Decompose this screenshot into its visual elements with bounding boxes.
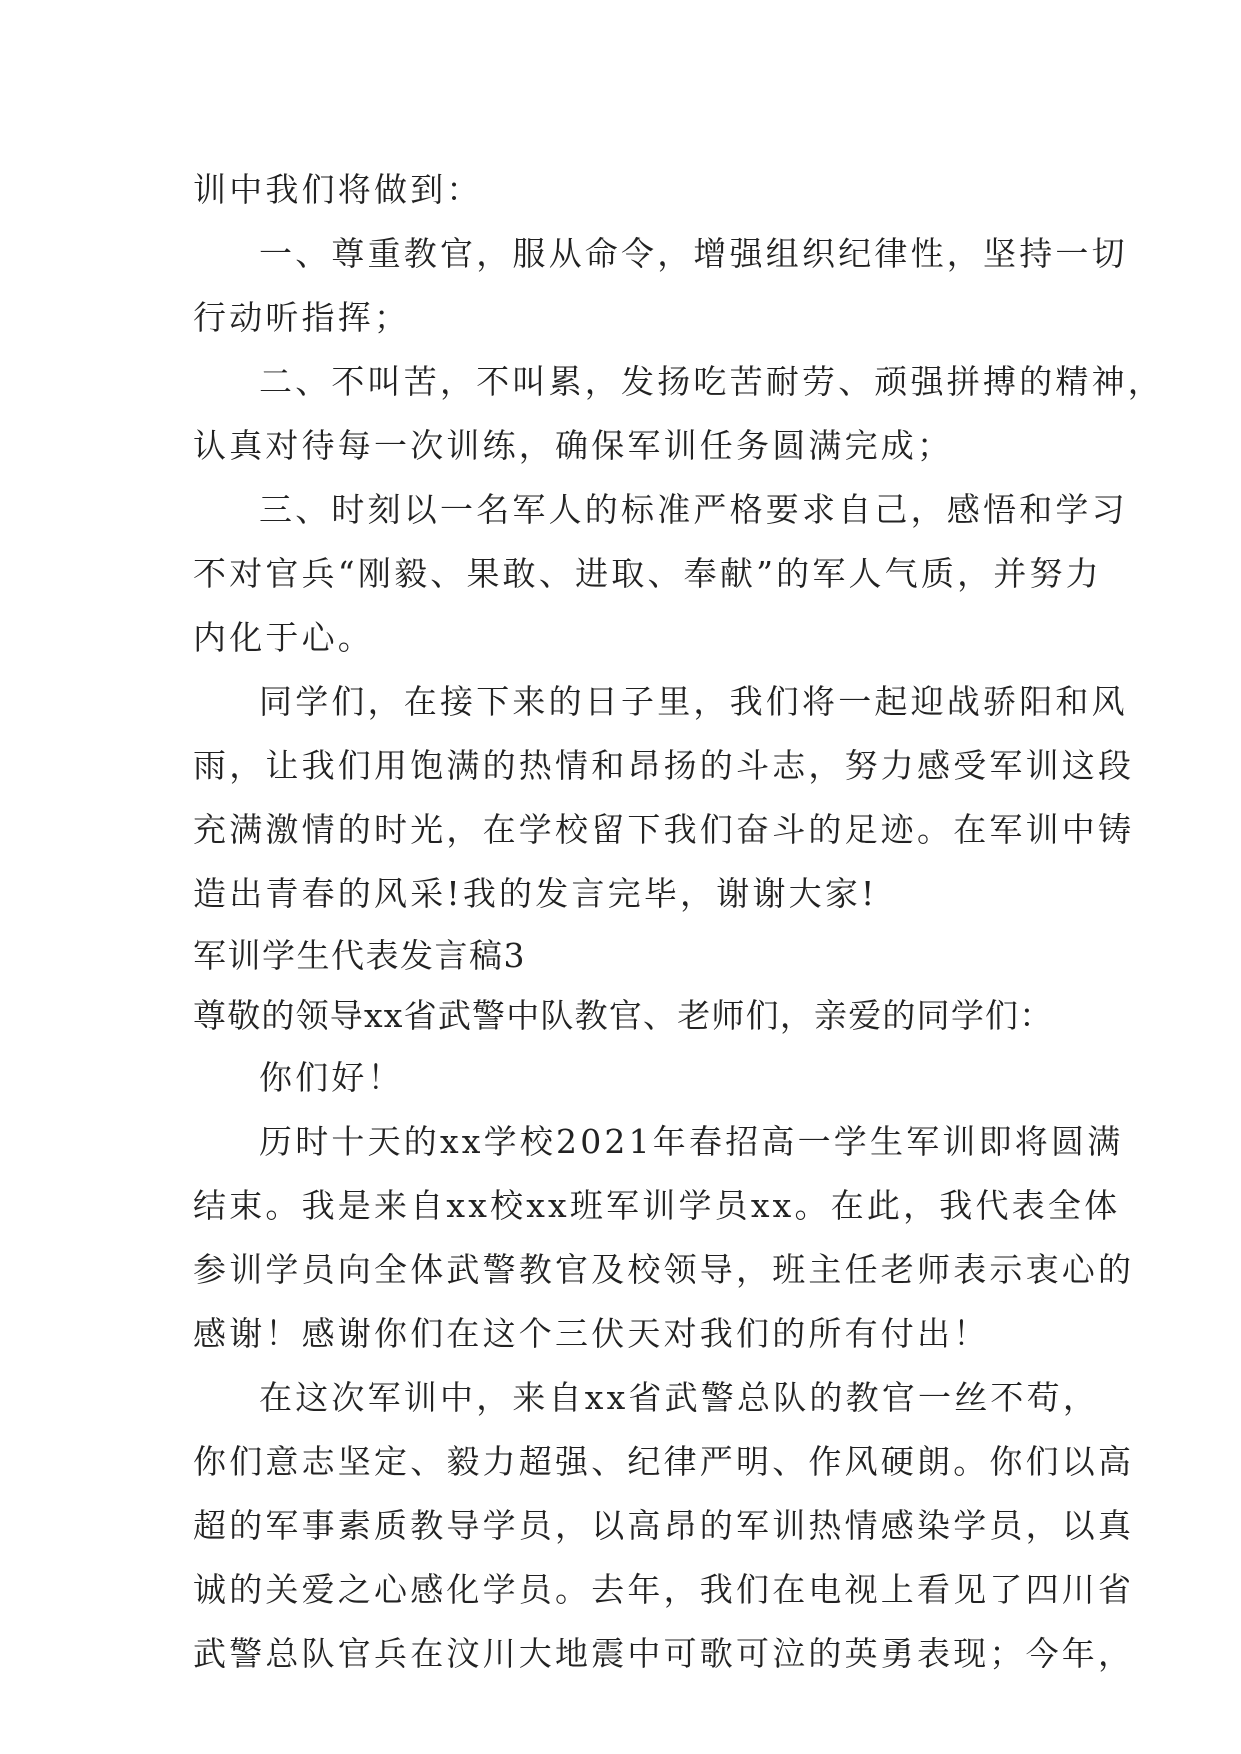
text-line: 同学们，在接下来的日子里，我们将一起迎战骄阳和风 [259,682,1128,721]
text-line: 参训学员向全体武警教官及校领导，班主任老师表示衷心的 [193,1250,1135,1289]
text-line: 感谢！感谢你们在这个三伏天对我们的所有付出！ [193,1314,990,1353]
text-line: 超的军事素质教导学员，以高昂的军训热情感染学员，以真 [193,1506,1135,1545]
text-line: 充满激情的时光，在学校留下我们奋斗的足迹。在军训中铸 [193,810,1135,849]
text-line: 武警总队官兵在汶川大地震中可歌可泣的英勇表现；今年， [193,1634,1135,1673]
text-line: 行动听指挥； [193,298,411,337]
text-line: 历时十天的xx学校2021年春招高一学生军训即将圆满 [259,1122,1124,1161]
section-heading: 军训学生代表发言稿3 [193,936,526,975]
text-line: 训中我们将做到： [193,170,483,209]
text-line: 在这次军训中，来自xx省武警总队的教官一丝不苟， [259,1378,1100,1417]
salutation-line: 尊敬的领导xx省武警中队教官、老师们，亲爱的同学们： [193,996,1054,1035]
text-line: 不对官兵“刚毅、果敢、进取、奉献”的军人气质，并努力 [193,554,1102,593]
text-line: 二、不叫苦，不叫累，发扬吃苦耐劳、顽强拼搏的精神， [259,362,1164,401]
text-line: 一、尊重教官，服从命令，增强组织纪律性，坚持一切 [259,234,1128,273]
text-line: 三、时刻以一名军人的标准严格要求自己，感悟和学习 [259,490,1128,529]
text-line: 你们意志坚定、毅力超强、纪律严明、作风硬朗。你们以高 [193,1442,1135,1481]
text-line: 诚的关爱之心感化学员。去年，我们在电视上看见了四川省 [193,1570,1135,1609]
text-line: 认真对待每一次训练，确保军训任务圆满完成； [193,426,954,465]
text-line: 内化于心。 [193,618,374,657]
text-line: 结束。我是来自xx校xx班军训学员xx。在此，我代表全体 [193,1186,1121,1225]
document-body [193,158,1164,1686]
text-line: 造出青春的风采!我的发言完毕，谢谢大家! [193,874,878,913]
text-line: 你们好！ [259,1058,404,1097]
text-line: 雨，让我们用饱满的热情和昂扬的斗志，努力感受军训这段 [193,746,1135,785]
